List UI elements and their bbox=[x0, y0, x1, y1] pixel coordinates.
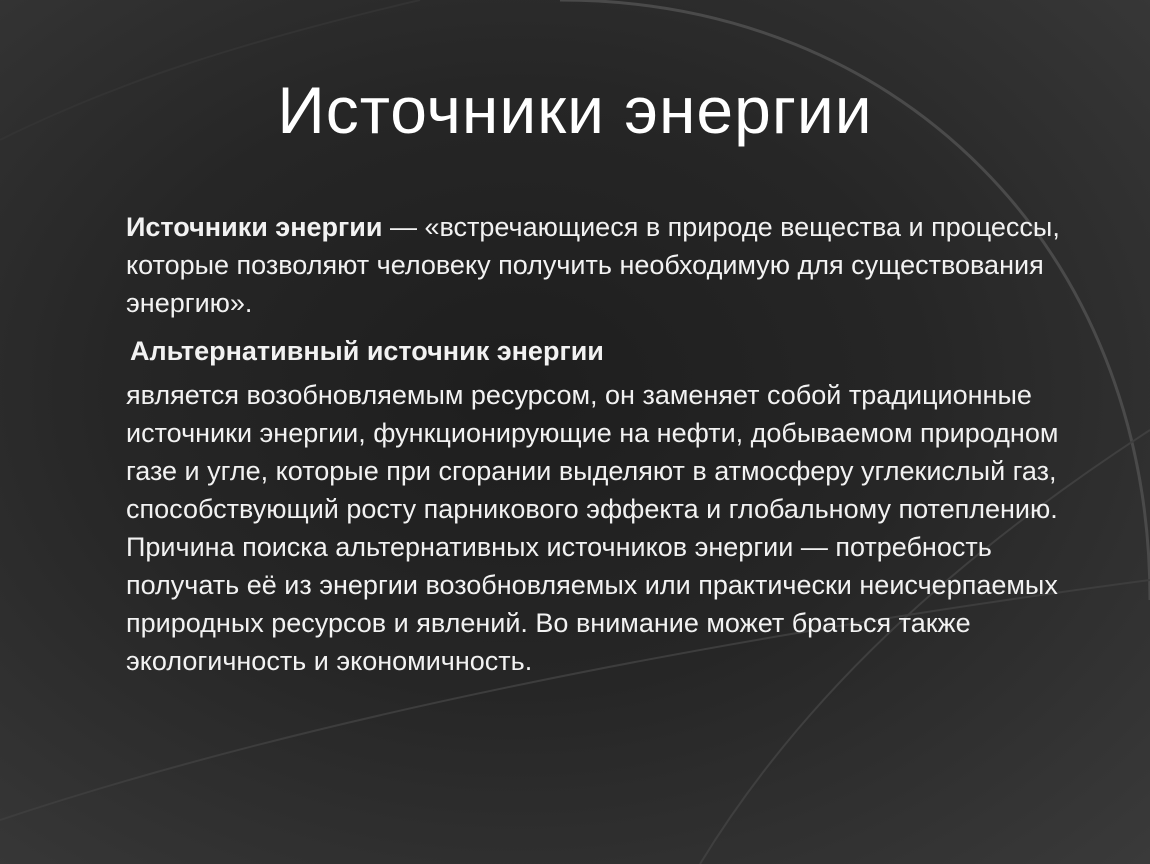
definition-text: — «встречающиеся в природе вещества и процессы, которые позволяют человеку получить необходимую для существования энергию». bbox=[126, 212, 1060, 318]
definition-paragraph bbox=[122, 208, 1082, 322]
body-paragraph: является возобновляемым ресурсом, он заменяет собой традиционные источники энергии, функционирующие на нефти, добываемом природном газе и угле, которые при сгорании выделяют в атмосферу углекислый газ, способствующий росту парникового эффекта и глобальному потеплению. Причина поиска альтернативных источников энергии — потребность получать её из энергии возобновляемых или практически неисчерпаемых природных ресурсов и явлений. Во внимание может браться также экологичность и экономичность. bbox=[126, 380, 1059, 676]
slide-body bbox=[122, 208, 1082, 690]
slide-title: Источники энергии bbox=[277, 73, 873, 147]
subheading: Альтернативный источник энергии bbox=[130, 336, 604, 366]
definition-term: Источники энергии bbox=[126, 212, 383, 242]
